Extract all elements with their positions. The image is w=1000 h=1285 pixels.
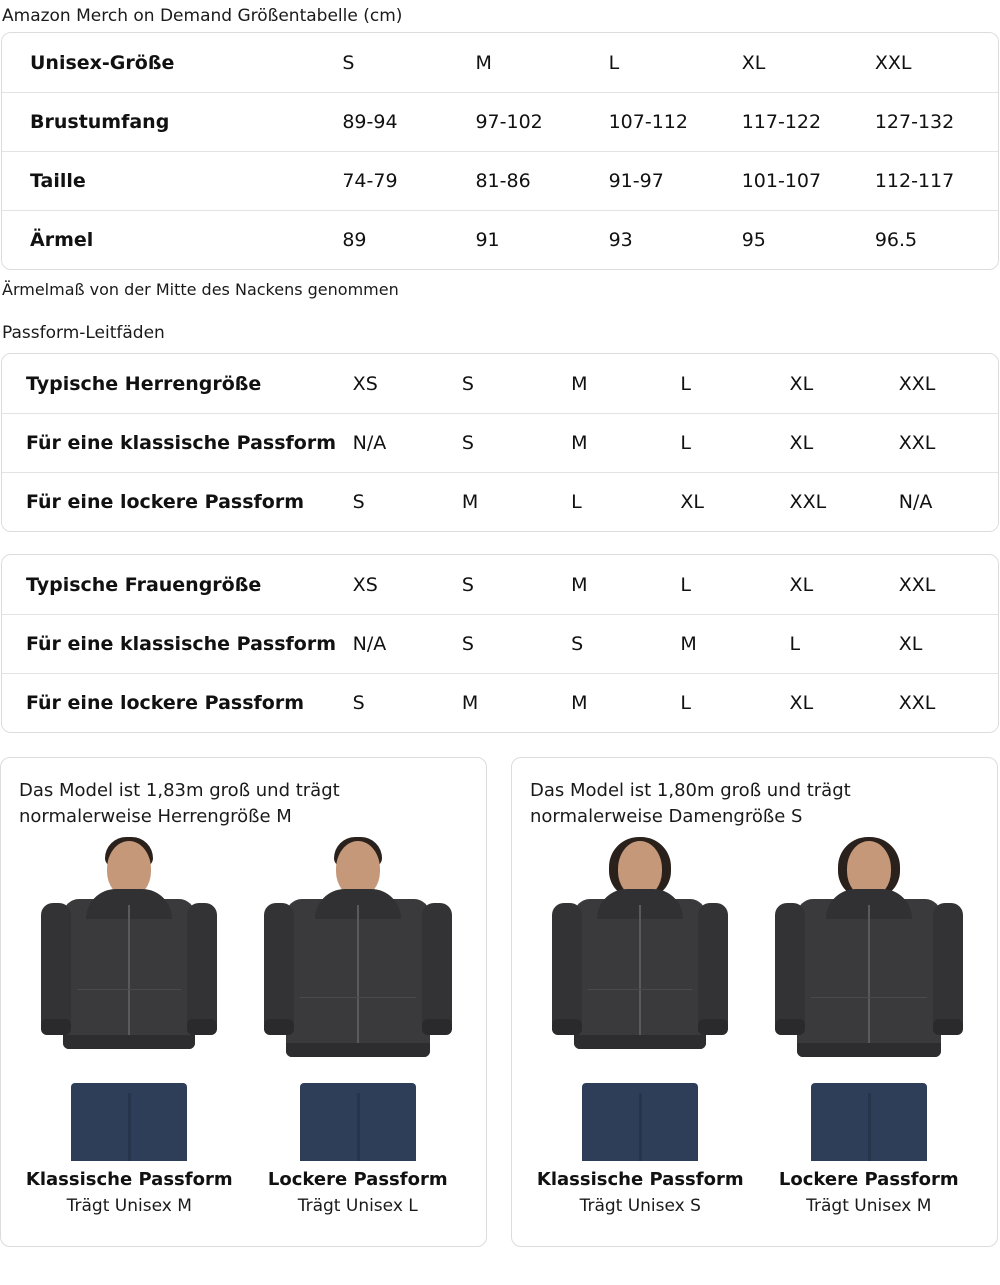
mens-row0-v4: XL [780,354,889,413]
womens-row2-v4: XL [789,692,814,715]
table-row [2,472,998,531]
mens-row0-v1: S [452,354,561,413]
womens-row1-v1: S [452,614,561,673]
row-label-chest: Brustumfang [2,92,332,151]
model-photo-womens-loose-icon [763,841,975,1161]
size-chart-container [1,32,999,270]
mens-row1-label: Für eine klassische Passform [2,413,343,472]
figure-title: Klassische Passform [25,1168,233,1190]
table-row [2,92,998,151]
model-cards [0,757,998,1247]
figure-subtitle: Trägt Unisex M [66,1195,192,1216]
sleeve-xl: 95 [741,229,766,252]
table-row [2,413,998,472]
mens-row0-v3: L [670,354,779,413]
mens-row1-v2: M [561,413,670,472]
table-row [2,673,998,732]
size-chart-header-3: L [599,33,732,92]
figure-title: Lockere Passform [778,1168,959,1190]
mens-row2-v0: S [352,491,365,514]
model-card-mens [0,757,487,1247]
mens-row0-v5: XXL [889,354,998,413]
mens-row2-v4: XXL [789,491,827,514]
table-row [2,210,998,269]
womens-row1-label: Für eine klassische Passform [2,614,343,673]
sleeve-measurement-note: Ärmelmaß von der Mitte des Nackens genommen [2,280,399,300]
model-card-womens [511,757,998,1247]
table-row [2,151,998,210]
sleeve-xxl: 96.5 [874,229,918,252]
mens-row1-v3: L [670,413,779,472]
waist-xl: 101-107 [732,151,865,210]
womens-row0-v5: XXL [889,555,998,614]
size-chart-header-0: Unisex-Größe [2,33,332,92]
mens-row1-v0: N/A [343,413,452,472]
table-row-header [2,33,998,92]
waist-xxl: 112-117 [865,151,998,210]
mens-row2-v3: XL [680,491,704,514]
mens-row2-label: Für eine lockere Passform [26,491,305,514]
mens-row2-v2: L [571,491,582,514]
model-photo-mens-loose-icon [252,841,464,1161]
figure-subtitle: Trägt Unisex L [297,1195,418,1216]
chest-s: 89-94 [332,92,465,151]
fit-guides-title: Passform-Leitfäden [2,323,165,344]
model-description-mens: Das Model ist 1,83m groß und trägt normalerweise Herrengröße M [19,780,340,828]
mens-row2-v1: M [461,491,479,514]
model-figures-womens [530,841,979,1216]
size-chart-header-5: XXL [865,33,998,92]
womens-row0-label: Typische Frauengröße [2,555,343,614]
womens-fit-container [1,554,999,733]
chest-xl: 117-122 [732,92,865,151]
womens-row2-v2: M [571,692,588,715]
mens-row1-v4: XL [780,413,889,472]
womens-row1-v5: XL [889,614,998,673]
model-description-womens: Das Model ist 1,80m groß und trägt normalerweise Damengröße S [530,780,851,828]
size-chart-header-1: S [332,33,465,92]
sleeve-s: 89 [342,229,367,252]
table-row [2,354,998,413]
model-photo-mens-classic-icon [23,841,235,1161]
figure-mens-loose [252,841,464,1216]
womens-row0-v2: M [561,555,670,614]
chest-l: 107-112 [599,92,732,151]
figure-womens-loose [763,841,975,1216]
chest-xxl: 127-132 [865,92,998,151]
womens-row1-v2: S [561,614,670,673]
womens-row1-v3: M [670,614,779,673]
mens-row1-v5: XXL [889,413,998,472]
womens-row1-v4: L [780,614,889,673]
womens-row2-v0: S [352,692,365,715]
mens-row1-v1: S [452,413,561,472]
figure-womens-classic [534,841,746,1216]
figure-subtitle: Trägt Unisex S [579,1195,701,1216]
page-title: Amazon Merch on Demand Größentabelle (cm) [2,6,403,26]
figure-title: Lockere Passform [267,1168,448,1190]
sleeve-l: 93 [608,229,633,252]
womens-fit-table [2,555,998,732]
waist-l: 91-97 [599,151,732,210]
waist-s: 74-79 [332,151,465,210]
womens-row2-v5: XXL [898,692,936,715]
chest-m: 97-102 [465,92,598,151]
mens-fit-container [1,353,999,532]
row-label-waist: Taille [2,151,332,210]
mens-row0-v0: XS [343,354,452,413]
figure-title: Klassische Passform [536,1168,744,1190]
figure-subtitle: Trägt Unisex M [806,1195,932,1216]
mens-row0-label: Typische Herrengröße [2,354,343,413]
row-label-sleeve: Ärmel [30,229,94,252]
womens-row1-v0: N/A [343,614,452,673]
size-chart-header-4: XL [732,33,865,92]
figure-mens-classic [23,841,235,1216]
mens-row2-v5: N/A [898,491,933,514]
womens-row2-v3: L [680,692,691,715]
table-row [2,555,998,614]
sleeve-m: 91 [475,229,500,252]
womens-row0-v4: XL [780,555,889,614]
womens-row2-label: Für eine lockere Passform [26,692,305,715]
womens-row0-v0: XS [343,555,452,614]
table-row [2,614,998,673]
waist-m: 81-86 [465,151,598,210]
model-photo-womens-classic-icon [534,841,746,1161]
model-figures-mens [19,841,468,1216]
womens-row2-v1: M [461,692,479,715]
size-chart-table [2,33,998,269]
womens-row0-v1: S [452,555,561,614]
size-chart-header-2: M [465,33,598,92]
mens-row0-v2: M [561,354,670,413]
mens-fit-table [2,354,998,531]
womens-row0-v3: L [670,555,779,614]
